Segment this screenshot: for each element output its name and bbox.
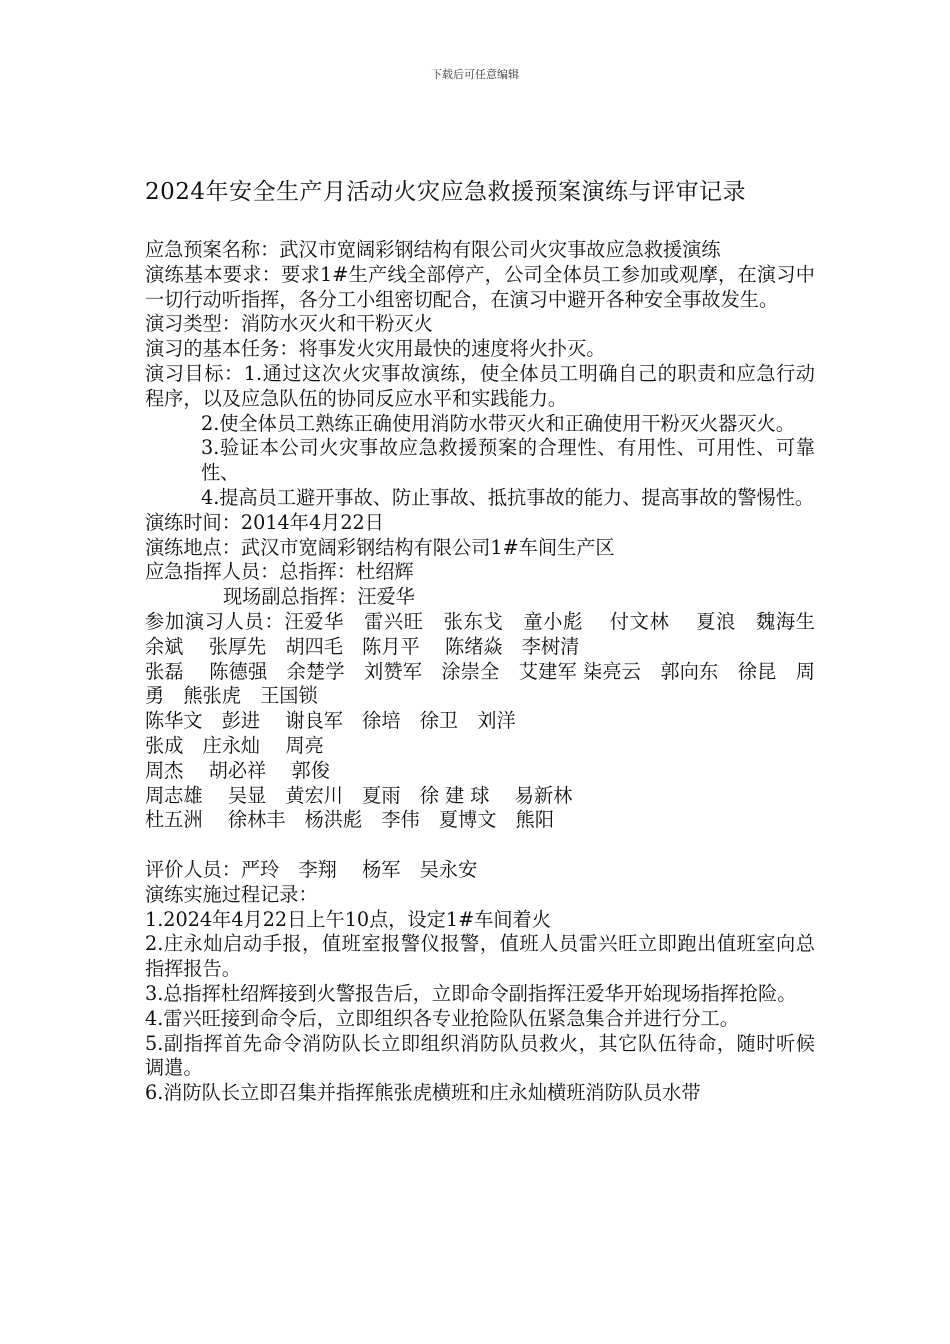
paragraph: 周志雄 吴显 黄宏川 夏雨 徐 建 球 易新林 xyxy=(145,783,573,807)
paragraph: 周杰 胡必祥 郭俊 xyxy=(145,758,330,782)
document-body xyxy=(145,238,835,1106)
blank-line xyxy=(145,833,815,858)
paragraph: 6.消防队长立即召集并指挥熊张虎横班和庄永灿横班消防队员水带 xyxy=(145,1081,701,1105)
paragraph: 演练时间：2014年4月22日 xyxy=(145,510,384,534)
paragraph: 5.副指挥首先命令消防队长立即组织消防队员救火，其它队伍待命，随时听候调遣。 xyxy=(145,1031,815,1080)
paragraph: 张磊 陈德强 余楚学 刘赞军 涂崇全 艾建军 柒亮云 郭向东 徐昆 周勇 熊张虎 王国锁 xyxy=(145,659,815,708)
paragraph: 2.使全体员工熟练正确使用消防水带灭火和正确使用干粉灭火器灭火。 xyxy=(201,411,795,435)
document-title: 2024年安全生产月活动火灾应急救援预案演练与评审记录 xyxy=(145,179,747,205)
paragraph: 4.提高员工避开事故、防止事故、抵抗事故的能力、提高事故的警惕性。 xyxy=(201,485,815,509)
paragraph: 演练基本要求：要求1#生产线全部停产，公司全体员工参加或观摩，在演习中一切行动听指挥，各分工小组密切配合，在演习中避开各种安全事故发生。 xyxy=(145,262,815,311)
paragraph: 演习的基本任务：将事发火灾用最快的速度将火扑灭。 xyxy=(145,337,606,361)
paragraph: 1.2024年4月22日上午10点，设定1#车间着火 xyxy=(145,907,551,931)
paragraph: 杜五洲 徐林丰 杨洪彪 李伟 夏博文 熊阳 xyxy=(145,808,555,832)
paragraph: 应急指挥人员：总指挥：杜绍辉 xyxy=(145,560,414,584)
page-header: 下载后可任意编辑 xyxy=(431,68,519,81)
paragraph: 陈华文 彭进 谢良军 徐培 徐卫 刘洋 xyxy=(145,709,516,733)
paragraph: 2.庄永灿启动手报，值班室报警仪报警，值班人员雷兴旺立即跑出值班室向总指挥报告。 xyxy=(145,932,815,981)
paragraph: 演习类型：消防水灭火和干粉灭火 xyxy=(145,312,433,336)
paragraph: 现场副总指挥：汪爱华 xyxy=(223,585,415,609)
paragraph: 演习目标：1.通过这次火灾事故演练，使全体员工明确自己的职责和应急行动程序，以及应急队伍的协同反应水平和实践能力。 xyxy=(145,361,815,410)
paragraph: 演练地点：武汉市宽阔彩钢结构有限公司1#车间生产区 xyxy=(145,535,615,559)
paragraph: 3.验证本公司火灾事故应急救援预案的合理性、有用性、可用性、可靠性、 xyxy=(201,436,815,485)
paragraph: 参加演习人员：汪爱华 雷兴旺 张东戈 童小彪 付文林 夏浪 魏海生 余斌 张厚先 胡四毛 陈月平 陈绪焱 李树清 xyxy=(145,609,835,658)
paragraph: 演练实施过程记录： xyxy=(145,882,318,906)
paragraph: 评价人员：严玲 李翔 杨军 吴永安 xyxy=(145,857,478,881)
paragraph: 张成 庄永灿 周亮 xyxy=(145,733,324,757)
paragraph: 3.总指挥杜绍辉接到火警报告后，立即命令副指挥汪爱华开始现场指挥抢险。 xyxy=(145,981,797,1005)
paragraph: 4.雷兴旺接到命令后，立即组织各专业抢险队伍紧急集合并进行分工。 xyxy=(145,1006,739,1030)
paragraph: 应急预案名称：武汉市宽阔彩钢结构有限公司火灾事故应急救援演练 xyxy=(145,238,721,261)
